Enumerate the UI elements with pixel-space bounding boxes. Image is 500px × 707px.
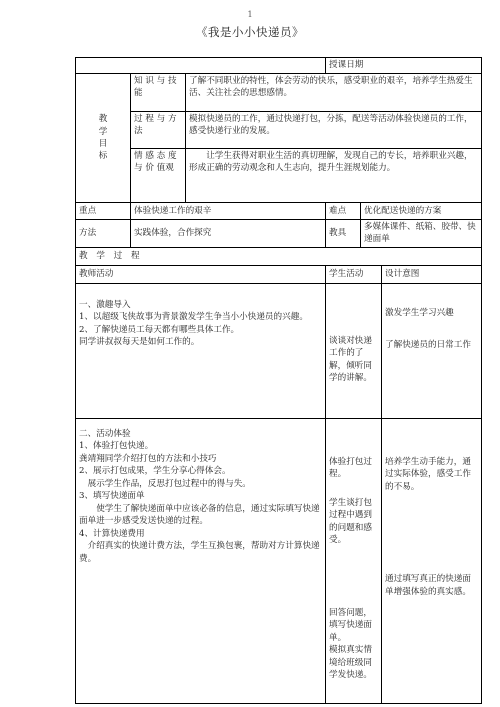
student-activity-cell xyxy=(326,419,382,704)
student-step: 学生谈打包过程中遇到的问题和感受。 xyxy=(329,497,372,546)
objective-label-emotion: 情 感 态 度 与 价 值观 xyxy=(131,149,186,203)
focus-label: 重点 xyxy=(76,203,131,220)
teacher-step: 龚靖翔同学介绍打包的方法和小技巧 xyxy=(79,453,217,464)
objective-row xyxy=(76,149,482,203)
objective-content-emotion: 让学生获得对职业生活的真切理解，发现自己的专长，培养职业兴趣，形成正确的劳动观念和人生志向，提升生涯规划能力。 xyxy=(186,149,482,203)
objective-content-process: 模拟快递员的工作，通过快递打包，分拣，配送等活动体验快递员的工作，感受快递行业的发展。 xyxy=(186,112,482,149)
header-blank-cell xyxy=(76,58,326,74)
section-heading: 二、活动体验 xyxy=(79,429,131,439)
teacher-activity-cell xyxy=(76,284,326,419)
difficulty-label: 难点 xyxy=(326,203,361,220)
page-number: 1 xyxy=(247,10,253,19)
student-step: 体验打包过程。 xyxy=(329,457,372,480)
teacher-step: 使学生了解快递面单中应该必备的信息，通过实际填写快递面单进一步感受发送快递的过程。 xyxy=(79,503,320,527)
focus-row xyxy=(76,203,482,220)
design-intent-cell xyxy=(382,284,482,419)
objective-content-knowledge: 了解不同职业的特性，体会劳动的快乐，感受职业的艰辛，培养学生热爱生活、关注社会的思想感情。 xyxy=(186,74,482,112)
method-label: 方法 xyxy=(76,220,131,248)
teacher-step: 介绍真实的快递计费方法，学生互换包裹，帮助对方计算快递费。 xyxy=(79,541,320,564)
teacher-step: 展示学生作品，反思打包过程中的得与失。 xyxy=(87,478,251,489)
objectives-label-char: 学 xyxy=(98,126,108,137)
objectives-label xyxy=(76,74,131,203)
teacher-step: 2、了解快递员工每天都有哪些具体工作。 xyxy=(79,324,240,335)
section-row-activity xyxy=(76,419,482,704)
focus-value: 体验快递工作的艰辛 xyxy=(131,203,326,220)
student-step: 谈谈对快递工作的了解，倾听同学的讲解。 xyxy=(329,336,372,384)
design-note: 培养学生动手能力，通过实际体验，感受工作的不易。 xyxy=(385,457,471,492)
objectives-label-char: 教 xyxy=(98,114,108,125)
section-row-intro xyxy=(76,284,482,419)
teacher-column-header: 教师活动 xyxy=(76,266,326,284)
objective-label-process: 过 程 与 方法 xyxy=(131,112,186,149)
column-header-row xyxy=(76,266,482,284)
method-value: 实践体验，合作探究 xyxy=(131,220,326,248)
student-column-header: 学生活动 xyxy=(326,266,382,284)
difficulty-value: 优化配送快递的方案 xyxy=(361,203,482,220)
objective-label-knowledge: 知 识 与 技能 xyxy=(131,74,186,112)
design-note: 通过填写真正的快递面单增强体验的真实感。 xyxy=(385,574,471,597)
date-cell xyxy=(326,58,482,74)
section-heading: 一、激趣导入 xyxy=(79,300,131,310)
student-activity-cell xyxy=(326,284,382,419)
objectives-label-char: 目 xyxy=(98,139,108,149)
design-note: 激发学生学习兴趣 xyxy=(385,308,454,318)
process-title: 教 学 过 程 xyxy=(76,248,482,266)
objectives-label-char: 标 xyxy=(98,151,108,162)
objective-row xyxy=(76,74,482,112)
header-row xyxy=(76,58,482,74)
objective-row xyxy=(76,112,482,149)
student-step: 模拟真实情境给班级同学发快递。 xyxy=(329,645,372,680)
method-row xyxy=(76,220,482,248)
tools-label: 教具 xyxy=(326,220,361,248)
teacher-step: 同学讲叔叔每天是如何工作的。 xyxy=(79,337,200,348)
design-intent-cell xyxy=(382,419,482,704)
date-label: 授课日期 xyxy=(329,60,364,71)
process-title-row xyxy=(76,248,482,266)
design-column-header: 设计意图 xyxy=(382,266,482,284)
teacher-step: 4、计算快递费用 xyxy=(79,528,145,539)
teacher-activity-cell xyxy=(76,419,326,704)
design-note: 了解快递员的日常工作 xyxy=(385,340,471,351)
teacher-step: 3、填写快递面单 xyxy=(79,491,145,502)
teacher-step: 2、展示打包成果，学生分享心得体会。 xyxy=(79,466,231,477)
student-step: 回答问题，填写快递面单。 xyxy=(329,607,372,643)
teacher-step: 1、以超级飞侠故事为背景激发学生争当小小快递员的兴趣。 xyxy=(79,312,308,323)
teacher-step: 1、体验打包快递。 xyxy=(79,441,154,452)
page-title: 《我是小小快递员》 xyxy=(196,25,304,39)
tools-value: 多媒体课件、纸箱、胶带、快递面单 xyxy=(361,220,482,248)
lesson-plan-table xyxy=(75,57,482,704)
